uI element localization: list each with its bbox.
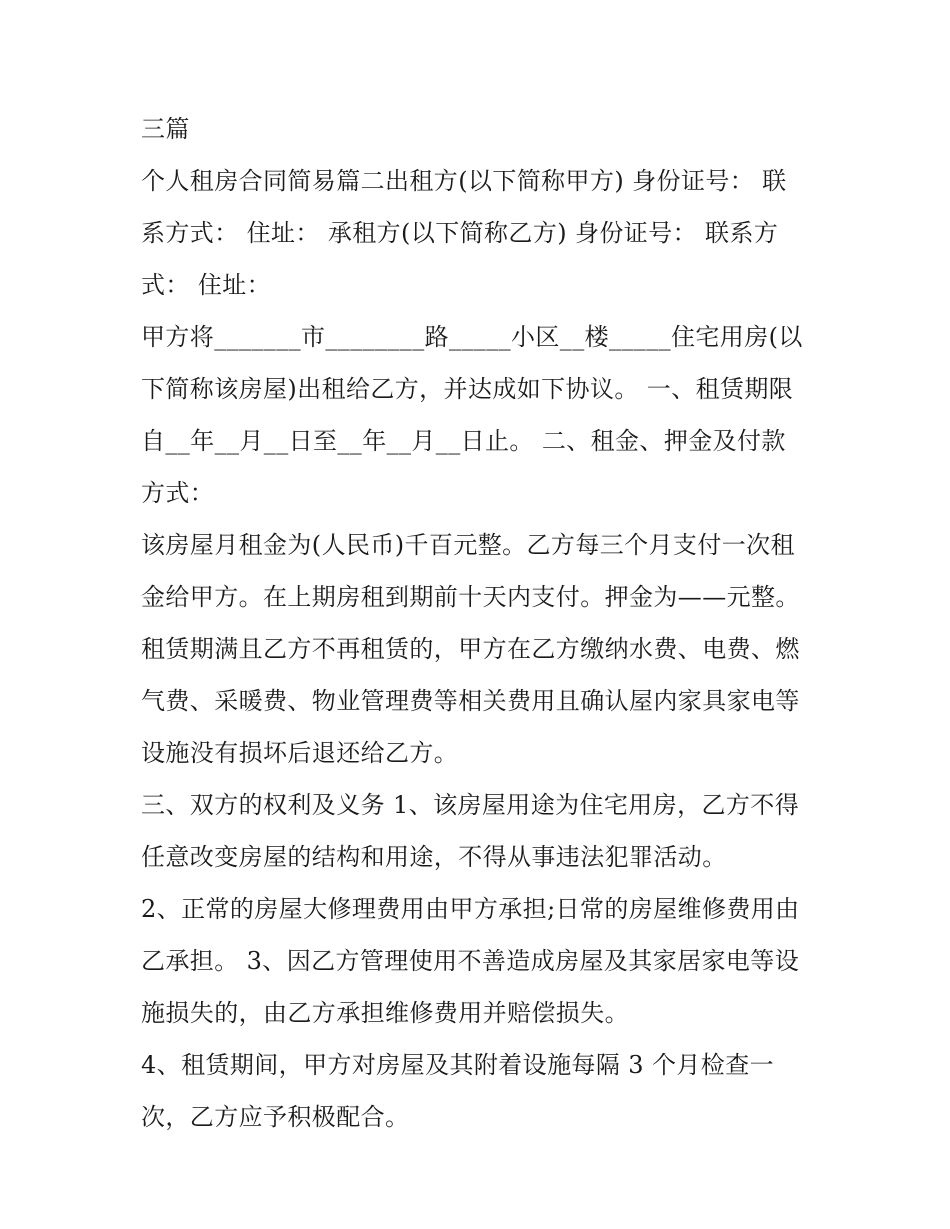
text-line: 次，乙方应予积极配合。 (141, 1103, 410, 1131)
text-line: 设施没有损坏后退还给乙方。 (141, 739, 459, 767)
text-line: 式： 住址： (141, 271, 272, 299)
text-line: 甲方将_______市________路_____小区__楼_____住宅用房(以 (141, 323, 803, 351)
text-line: 金给甲方。在上期房租到期前十天内支付。押金为——元整。 (141, 583, 800, 611)
text-line: 自__年__月__日至__年__月__日止。 二、租金、押金及付款 (141, 427, 786, 455)
text-line: 4、租赁期间，甲方对房屋及其附着设施每隔 3 个月检查一 (141, 1051, 774, 1079)
text-line: 气费、采暖费、物业管理费等相关费用且确认屋内家具家电等 (141, 687, 800, 715)
text-line: 施损失的，由乙方承担维修费用并赔偿损失。 (141, 999, 629, 1027)
text-line: 三、双方的权利及义务 1、该房屋用途为住宅用房，乙方不得 (141, 791, 800, 819)
text-line: 任意改变房屋的结构和用途，不得从事违法犯罪活动。 (141, 843, 727, 871)
text-line: 2、正常的房屋大修理费用由甲方承担;日常的房屋维修费用由 (141, 895, 800, 923)
text-line: 乙承担。 3、因乙方管理使用不善造成房屋及其家居家电等设 (141, 947, 800, 975)
text-line: 该房屋月租金为(人民币)千百元整。乙方每三个月支付一次租 (141, 531, 795, 559)
text-line: 租赁期满且乙方不再租赁的，甲方在乙方缴纳水费、电费、燃 (141, 635, 800, 663)
text-line: 方式： (141, 479, 215, 507)
text-line: 下简称该房屋)出租给乙方，并达成如下协议。 一、租赁期限 (141, 375, 794, 403)
text-line: 个人租房合同简易篇二出租方(以下简称甲方) 身份证号： 联 (141, 167, 787, 195)
text-line: 三篇 (141, 115, 190, 143)
text-line: 系方式： 住址： 承租方(以下简称乙方) 身份证号： 联系方 (141, 219, 779, 247)
